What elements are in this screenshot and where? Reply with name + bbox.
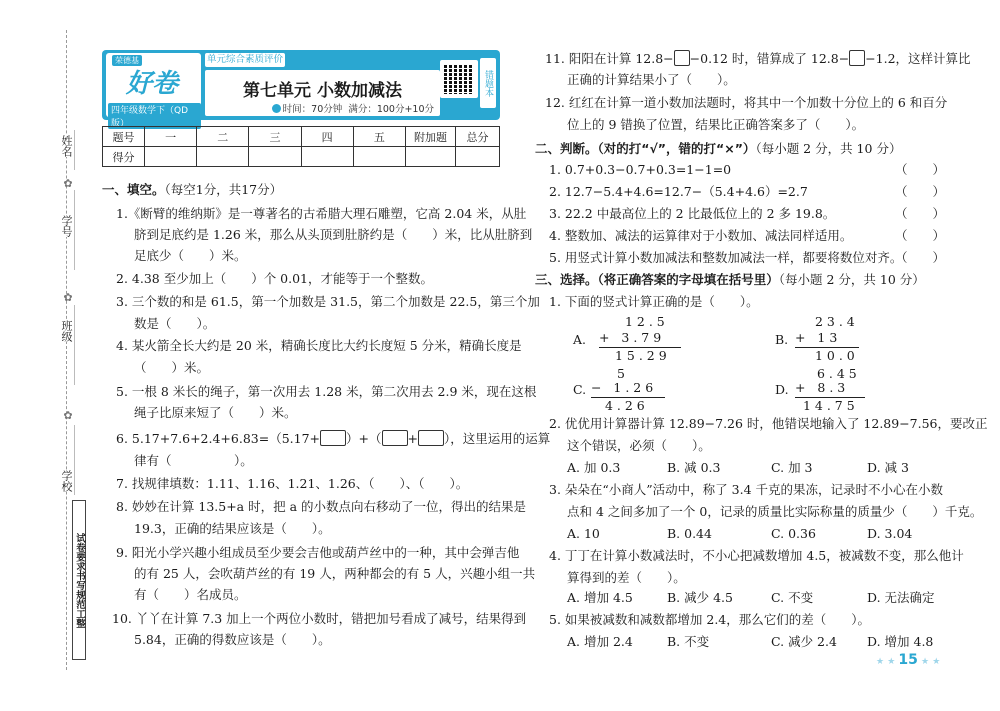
vertical-calc-a[interactable] — [573, 314, 683, 364]
choice-option[interactable]: D. 无法确定 — [867, 590, 935, 605]
question-line: 2. 4.38 至少加上（ ）个 0.01，才能等于一个整数。 — [116, 271, 434, 286]
question-line: 1.《断臂的维纳斯》是一尊著名的古希腊大理石雕塑，它高 2.04 米，从肚 — [116, 206, 527, 221]
brand-logo: 好卷 — [126, 69, 179, 99]
question-line: 4. 丁丁在计算小数减法时，不小心把减数增加 4.5，被减数不变，那么他计 — [549, 548, 964, 563]
ornament-icon: ✿ — [63, 291, 73, 304]
judge-paren[interactable]: （ ） — [894, 184, 945, 199]
q11-part: −0.12 时，错算成了 12.8− — [689, 51, 850, 66]
option-label: B. — [775, 332, 789, 347]
ornament-icon: ✿ — [63, 177, 73, 190]
judge-item — [549, 250, 945, 266]
calc-row: 1 0 . 0 — [815, 348, 855, 363]
id-label: 学号 — [60, 215, 73, 237]
assessment-banner: 单元综合素质评价 — [206, 54, 283, 65]
option-label: D. — [775, 382, 789, 397]
calc-row: 1 5 . 2 9 — [615, 348, 667, 363]
answer-box[interactable] — [418, 430, 444, 446]
question-line: 数是（ ）。 — [134, 316, 216, 331]
question-line: 足底少（ ）米。 — [134, 248, 247, 263]
page-title: 第七单元 小数加减法 — [243, 81, 402, 101]
score-header-cell: 五 — [353, 127, 405, 147]
question-line: 脐到足底约是 1.26 米，那么从头顶到肚脐约是（ ）米，比从肚脐到 — [134, 227, 533, 242]
score-header-cell: 总分 — [456, 127, 500, 147]
question-line: 3. 三个数的和是 61.5，第一个加数是 31.5，第二个加数是 22.5，第三个加 — [116, 294, 540, 309]
section-judge — [535, 141, 901, 157]
calc-row: − 1 . 2 6 — [591, 380, 654, 395]
q6-mid: ）+（ — [346, 431, 382, 446]
question-line: 点和 4 之间多加了一个 0，记录的质量比实际称量的质量少（ ）千克。 — [567, 504, 983, 519]
calc-row: + 8 . 3 — [795, 380, 846, 395]
question-line: 律有（ ）。 — [134, 453, 253, 468]
calc-row: + 3 . 7 9 — [599, 330, 662, 345]
answer-box[interactable] — [849, 50, 865, 66]
question-line: 1. 下面的竖式计算正确的是（ ）。 — [549, 294, 759, 309]
question-line: 这个错误，必须（ ）。 — [567, 438, 711, 453]
question-line: 10. 丫丫在计算 7.3 加上一个两位小数时，错把加号看成了减号，结果得到 — [112, 611, 527, 626]
vertical-calc-d[interactable] — [775, 366, 885, 416]
q6-end: ），这里运用的运算 — [444, 431, 551, 446]
choice-option[interactable]: C. 不变 — [771, 590, 814, 605]
section-note: （每空1分，共17分） — [164, 182, 283, 197]
score-cell[interactable] — [145, 147, 197, 167]
judge-text: 4. 整数加、减法的运算律对于小数加、减法同样适用。 — [549, 228, 853, 243]
section-title: 二、判断。（对的打“√”，错的打“×”） — [535, 141, 756, 156]
star-icon: ★ ★ — [917, 657, 941, 667]
option-label: A. — [573, 332, 587, 347]
question-line: 7. 找规律填数：1.11、1.16、1.21、1.26、（ ）、（ ）。 — [116, 476, 469, 491]
choice-option[interactable]: A. 增加 2.4 — [567, 634, 633, 649]
section-fill-blank — [102, 182, 282, 198]
score-table — [102, 126, 500, 167]
binding-margin — [0, 0, 95, 711]
choice-option[interactable]: B. 减 0.3 — [667, 460, 721, 475]
clock-icon — [272, 104, 281, 113]
school-label: 学校 — [60, 470, 73, 492]
score-cell[interactable] — [353, 147, 405, 167]
judge-paren[interactable]: （ ） — [894, 250, 945, 265]
score-cell[interactable] — [249, 147, 301, 167]
question-line: 5.84，正确的得数应该是（ ）。 — [134, 632, 331, 647]
judge-item — [549, 206, 945, 222]
judge-paren[interactable]: （ ） — [894, 162, 945, 177]
exam-meta — [272, 101, 434, 115]
judge-text: 3. 22.2 中最高位上的 2 比最低位上的 2 多 19.8。 — [549, 206, 836, 221]
question-line: 19.3，正确的结果应该是（ ）。 — [134, 521, 331, 536]
question-line: 位上的 9 错换了位置，结果比正确答案多了（ ）。 — [567, 117, 865, 132]
page-number — [876, 652, 940, 668]
score-cell[interactable] — [406, 147, 456, 167]
judge-text: 1. 0.7+0.3−0.7+0.3=1−1=0 — [549, 162, 732, 177]
option-label: C. — [573, 382, 587, 397]
section-title: 三、选择。（将正确答案的字母填在括号里） — [535, 272, 779, 287]
calc-row: 2 3 . 4 — [815, 314, 855, 329]
question-line: 的有 25 人，会吹葫芦丝的有 19 人，两种都会的有 5 人，兴趣小组一共 — [134, 566, 536, 581]
vertical-calc-b[interactable] — [775, 314, 885, 364]
question-line: 8. 妙妙在计算 13.5+a 时，把 a 的小数点向右移动了一位，得出的结果是 — [116, 499, 527, 514]
calc-row: + 1 3 — [795, 330, 838, 345]
section-choice — [535, 272, 925, 288]
page-number-text: 15 — [898, 652, 918, 668]
question-line: 12. 红红在计算一道小数加法题时，将其中一个加数十分位上的 6 和百分 — [545, 95, 948, 110]
score-cell[interactable] — [197, 147, 249, 167]
choice-option[interactable]: C. 加 3 — [771, 460, 813, 475]
calc-row: 1 4 . 7 5 — [803, 398, 855, 413]
judge-paren[interactable]: （ ） — [894, 228, 945, 243]
choice-option[interactable]: A. 加 0.3 — [567, 460, 621, 475]
answer-box[interactable] — [320, 430, 346, 446]
school-underline — [74, 425, 75, 495]
score-row — [103, 147, 500, 167]
score-header-row — [103, 127, 500, 147]
score-header-cell: 二 — [197, 127, 249, 147]
answer-box[interactable] — [674, 50, 690, 66]
question-line: （ ）米。 — [134, 360, 210, 375]
question-line: 绳子比原来短了（ ）米。 — [134, 405, 297, 420]
section-title: 一、填空。 — [102, 182, 165, 197]
name-underline — [74, 130, 75, 170]
judge-item — [549, 184, 945, 200]
section-note: （每小题 2 分，共 10 分） — [755, 141, 902, 156]
mistake-book-tag: 错题本 — [480, 58, 496, 108]
ornament-icon: ✿ — [63, 409, 73, 422]
exam-header — [102, 50, 500, 129]
name-label: 姓名 — [60, 135, 73, 157]
score-row-label: 得分 — [103, 147, 145, 167]
choice-option[interactable]: A. 10 — [567, 526, 600, 541]
cut-line — [66, 30, 67, 670]
question-line: 9. 阳光小学兴趣小组成员至少要会吉他或葫芦丝中的一种，其中会弹吉他 — [116, 545, 520, 560]
judge-item — [549, 162, 945, 178]
calc-row: 1 2 . 5 — [625, 314, 665, 329]
q11-part: −1.2，这样计算比 — [865, 51, 971, 66]
score-cell[interactable] — [301, 147, 353, 167]
question-line: 算得到的差（ ）。 — [567, 570, 686, 585]
choice-option[interactable]: C. 0.36 — [771, 526, 816, 541]
judge-paren[interactable]: （ ） — [894, 206, 945, 221]
calc-row: 5 — [617, 366, 625, 381]
vertical-calc-c[interactable] — [573, 366, 683, 416]
star-icon: ★ ★ — [876, 657, 899, 667]
score-header-cell: 三 — [249, 127, 301, 147]
choice-option[interactable]: D. 增加 4.8 — [867, 634, 934, 649]
class-underline — [74, 305, 75, 385]
brand-block — [106, 53, 201, 129]
question-line: 2. 优优用计算器计算 12.89−7.26 时，他错误地输入了 12.89−7.56，要改正 — [549, 416, 988, 431]
question-line: 6. 5.17+7.6+2.4+6.83=（5.17+ — [116, 431, 321, 446]
choice-option[interactable]: B. 0.44 — [667, 526, 712, 541]
question-line: 正确的计算结果小了（ ）。 — [567, 72, 736, 87]
full-score: 满分：100分+10分 — [348, 104, 434, 115]
choice-option[interactable]: A. 增加 4.5 — [567, 590, 633, 605]
question-line: 5. 如果被减数和减数都增加 2.4，那么它们的差（ ）。 — [549, 612, 871, 627]
question-line: 5. 一根 8 米长的绳子，第一次用去 1.28 米，第二次用去 2.9 米，现在这根 — [116, 384, 537, 399]
calc-row: 6 . 4 5 — [817, 366, 857, 381]
answer-box[interactable] — [382, 430, 408, 446]
calc-row: 4 . 2 6 — [605, 398, 645, 413]
question-line: 3. 朵朵在“小商人”活动中，称了 3.4 千克的果冻，记录时不小心在小数 — [549, 482, 944, 497]
judge-text: 2. 12.7−5.4+4.6=12.7−（5.4+4.6）=2.7 — [549, 184, 808, 199]
question-11 — [545, 50, 971, 67]
score-header-cell: 四 — [301, 127, 353, 147]
q11-part: 11. 阳阳在计算 12.8− — [545, 51, 674, 66]
writing-warning: 试卷要求书写规范工整 — [72, 500, 86, 660]
section-note: （每小题 2 分，共 10 分） — [778, 272, 925, 287]
q6-plus: + — [407, 431, 418, 446]
score-header-cell: 题号 — [103, 127, 145, 147]
choice-option[interactable]: D. 减 3 — [867, 460, 909, 475]
title-panel — [205, 70, 440, 116]
choice-option[interactable]: C. 减少 2.4 — [771, 634, 837, 649]
score-header-cell: 附加题 — [406, 127, 456, 147]
id-underline — [74, 190, 75, 270]
question-line: 有（ ）名成员。 — [134, 587, 247, 602]
score-cell[interactable] — [456, 147, 500, 167]
qr-code-icon[interactable] — [442, 62, 476, 96]
class-label: 班级 — [60, 320, 73, 342]
judge-item — [549, 228, 945, 244]
choice-option[interactable]: D. 3.04 — [867, 526, 913, 541]
publisher-tag: 荣德基 — [112, 55, 142, 66]
question-line: 4. 某火箭全长大约是 20 米，精确长度比大约长度短 5 分米，精确长度是 — [116, 338, 522, 353]
grade-label: 四年级数学下（QD版） — [108, 103, 201, 129]
question-6 — [116, 430, 550, 447]
judge-text: 5. 用竖式计算小数加减法和整数加减法一样，都要将数位对齐。 — [549, 250, 903, 265]
choice-option[interactable]: B. 不变 — [667, 634, 710, 649]
time-limit: 时间：70分钟 — [282, 104, 343, 115]
choice-option[interactable]: B. 减少 4.5 — [667, 590, 733, 605]
score-header-cell: 一 — [145, 127, 197, 147]
